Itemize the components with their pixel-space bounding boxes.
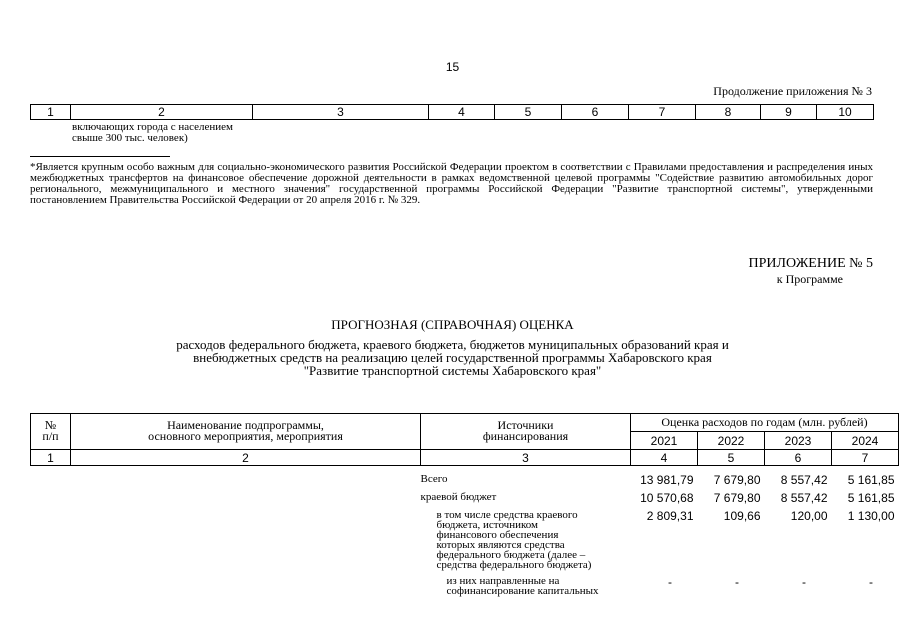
footnote-divider (30, 156, 170, 157)
column-number: 1 (31, 105, 71, 120)
column-number: 3 (253, 105, 429, 120)
estimate-table (30, 413, 899, 596)
continued-row-text (72, 122, 233, 144)
row-source-cell (421, 466, 631, 487)
column-number: 5 (698, 450, 765, 466)
continued-row-line: включающих города с населением (72, 121, 234, 133)
table-row (31, 570, 899, 596)
subtitle-line: расходов федерального бюджета, краевого бюджета, бюджетов муниципальных образований края и (176, 337, 729, 352)
column-number: 1 (31, 450, 71, 466)
row-value-cell: 2 809,31 (646, 509, 694, 523)
header-number (31, 414, 71, 450)
row-source-line: в том числе средства краевого (436, 509, 578, 521)
row-name-cell (71, 504, 421, 570)
header-estimate: Оценка расходов по годам (млн. рублей) (631, 414, 899, 432)
row-value-cell: 13 981,79 (640, 473, 694, 487)
header-year: 2024 (832, 432, 899, 450)
column-number: 7 (832, 450, 899, 466)
header-year: 2023 (765, 432, 832, 450)
column-number: 6 (765, 450, 832, 466)
header-source-line: Источники (497, 418, 554, 432)
header-number-line: п/п (42, 429, 59, 443)
row-number-cell (31, 466, 71, 487)
column-number: 9 (761, 105, 817, 120)
table-header-row (31, 414, 899, 432)
column-number: 6 (562, 105, 629, 120)
row-value-cell: 109,66 (723, 509, 761, 523)
header-name-line: Наименование подпрограммы, (167, 418, 324, 432)
row-value-cell: - (802, 575, 806, 589)
row-source-line: средства федерального бюджета) (436, 559, 592, 571)
row-number-cell (31, 570, 71, 596)
row-source-line: краевой бюджет (420, 491, 497, 503)
row-source-line: которых являются средства (436, 539, 565, 551)
row-source-cell (421, 486, 631, 504)
row-name-cell (71, 486, 421, 504)
header-name-line: основного мероприятия, мероприятия (148, 429, 343, 443)
document-subtitle (60, 338, 845, 377)
row-source-cell (421, 570, 631, 596)
column-number: 8 (696, 105, 761, 120)
column-number: 2 (71, 450, 421, 466)
column-number: 3 (421, 450, 631, 466)
column-number: 4 (429, 105, 495, 120)
row-value-cell: 8 557,42 (780, 473, 828, 487)
row-source-line: из них направленные на (446, 575, 560, 587)
row-source-line: Всего (420, 473, 448, 485)
column-number: 5 (495, 105, 562, 120)
row-value-cell: 1 130,00 (847, 509, 895, 523)
table-row (31, 466, 899, 487)
row-value-cell: - (735, 575, 739, 589)
row-value-cell: 120,00 (790, 509, 828, 523)
column-number-row (31, 450, 899, 466)
header-number-line: № (44, 418, 57, 432)
continuation-label: Продолжение приложения № 3 (713, 84, 872, 98)
column-number: 2 (71, 105, 253, 120)
header-name (71, 414, 421, 450)
row-value-cell: 5 161,85 (847, 473, 895, 487)
row-name-cell (71, 466, 421, 487)
column-number: 7 (629, 105, 696, 120)
continued-row-line: свыше 300 тыс. человек) (72, 132, 188, 144)
row-name-cell (71, 570, 421, 596)
column-number: 4 (631, 450, 698, 466)
header-year: 2021 (631, 432, 698, 450)
header-year: 2022 (698, 432, 765, 450)
row-source-cell (421, 504, 631, 570)
appendix-subtitle: к Программе (776, 272, 843, 286)
row-value-cell: - (668, 575, 672, 589)
row-value-cell: 10 570,68 (640, 491, 694, 505)
column-number: 10 (817, 105, 874, 120)
row-number-cell (31, 504, 71, 570)
page-number: 15 (445, 60, 460, 74)
row-value-cell: 7 679,80 (713, 491, 761, 505)
continued-table-header (30, 104, 874, 120)
table-row (31, 486, 899, 504)
row-value-cell: 8 557,42 (780, 491, 828, 505)
row-value-cell: - (869, 575, 873, 589)
row-source-line: софинансирование капитальных (446, 585, 599, 597)
appendix-title: ПРИЛОЖЕНИЕ № 5 (748, 256, 873, 271)
row-value-cell: 7 679,80 (713, 473, 761, 487)
footnote: *Является крупным особо важным для социально-экономического развития Российской Федерации проектом в соответствии с Правилами предоставления и распределения иных межбюджетных трансфертов на финансовое обеспечение дорожной деятельности в рамках ведомственной целевой программы "Содействие развитию автомобильных дорог регионального, межмуниципального и местного значения" государственной программы Российской Федерации "Развитие транспортной системы", утвержденными постановлением Правительства Российской Федерации от 20 апреля 2016 г. № 329. (30, 161, 873, 206)
document-title: ПРОГНОЗНАЯ (СПРАВОЧНАЯ) ОЦЕНКА (331, 317, 574, 332)
row-number-cell (31, 486, 71, 504)
subtitle-line: внебюджетных средств на реализацию целей государственной программы Хабаровского края (193, 350, 712, 365)
column-number-row (31, 105, 874, 120)
subtitle-line: "Развитие транспортной системы Хабаровского края" (303, 363, 602, 378)
row-source-line: бюджета, источником (436, 519, 539, 531)
header-source (421, 414, 631, 450)
row-source-line: федерального бюджета (далее – (436, 549, 586, 561)
table-row (31, 504, 899, 570)
row-source-line: финансового обеспечения (436, 529, 559, 541)
row-value-cell: 5 161,85 (847, 491, 895, 505)
header-source-line: финансирования (482, 429, 569, 443)
